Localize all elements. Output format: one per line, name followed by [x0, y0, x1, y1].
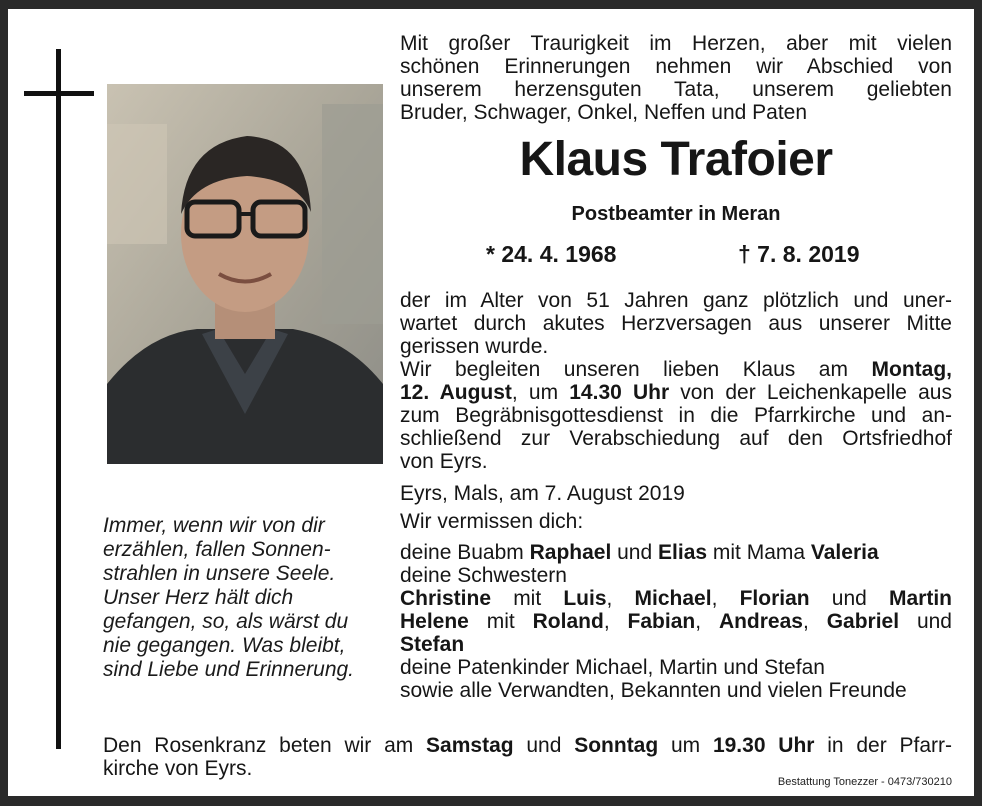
place-date: Eyrs, Mals, am 7. August 2019: [400, 482, 685, 505]
poem-line: nie gegangen. Was bleibt,: [103, 634, 346, 657]
poem-line: Unser Herz hält dich: [103, 586, 294, 609]
intro-line: unserem herzensguten Tata, unserem geliebten: [400, 78, 952, 101]
funeral-home-credit: Bestattung Tonezzer - 0473/730210: [777, 776, 952, 788]
body-line: schließend zur Verabschiedung auf den Ortsfriedhof: [400, 427, 952, 450]
poem-line: erzählen, fallen Sonnen-: [103, 538, 331, 561]
memorial-poem: [103, 514, 388, 682]
family-list: [400, 541, 952, 702]
portrait-photo: [107, 84, 383, 464]
poem-line: Immer, wenn wir von dir: [103, 514, 325, 537]
family-line: deine Schwestern: [400, 564, 567, 587]
intro-line: Bruder, Schwager, Onkel, Neffen und Paten: [400, 101, 808, 124]
rosary-notice: [103, 734, 952, 780]
poem-line: sind Liebe und Erinnerung.: [103, 658, 355, 681]
family-line: Stefan: [400, 633, 465, 656]
body-line: von Eyrs.: [400, 450, 488, 473]
intro-line: schönen Erinnerungen nehmen wir Abschied von: [400, 55, 952, 78]
family-line: sowie alle Verwandten, Bekannten und vielen Freunde: [400, 679, 907, 702]
footer-line: Den Rosenkranz beten wir am Samstag und Sonntag um 19.30 Uhr in der Pfarr-: [103, 734, 952, 757]
miss-heading: Wir vermissen dich:: [400, 510, 584, 533]
body-line: wartet durch akutes Herzversagen aus unserer Mitte: [400, 312, 952, 335]
family-line: deine Patenkinder Michael, Martin und Stefan: [400, 656, 825, 679]
death-date: † 7. 8. 2019: [738, 241, 860, 267]
body-line: der im Alter von 51 Jahren ganz plötzlich und uner-: [400, 289, 952, 312]
occupation: Postbeamter in Meran: [571, 203, 781, 225]
intro-text: [400, 32, 952, 124]
funeral-details: [400, 289, 952, 473]
birth-date: * 24. 4. 1968: [486, 241, 617, 267]
body-line: 12. August, um 14.30 Uhr von der Leichenkapelle aus: [400, 381, 952, 404]
cross-icon: [56, 49, 61, 749]
poem-line: gefangen, so, als wärst du: [103, 610, 349, 633]
body-line: zum Begräbnisgottesdienst in die Pfarrkirche und an-: [400, 404, 952, 427]
body-line: gerissen wurde.: [400, 335, 549, 358]
family-line: Christine mit Luis, Michael, Florian und Martin: [400, 587, 952, 610]
cross-bar: [24, 91, 94, 96]
obituary-card: [8, 9, 974, 796]
intro-line: Mit großer Traurigkeit im Herzen, aber mit vielen: [400, 32, 952, 55]
body-line: Wir begleiten unseren lieben Klaus am Montag,: [400, 358, 952, 381]
family-line: Helene mit Roland, Fabian, Andreas, Gabriel und: [400, 610, 952, 633]
family-line: deine Buabm Raphael und Elias mit Mama Valeria: [400, 541, 879, 564]
deceased-name: Klaus Trafoier: [519, 133, 833, 186]
footer-line: kirche von Eyrs.: [103, 757, 253, 780]
poem-line: strahlen in unsere Seele.: [103, 562, 336, 585]
